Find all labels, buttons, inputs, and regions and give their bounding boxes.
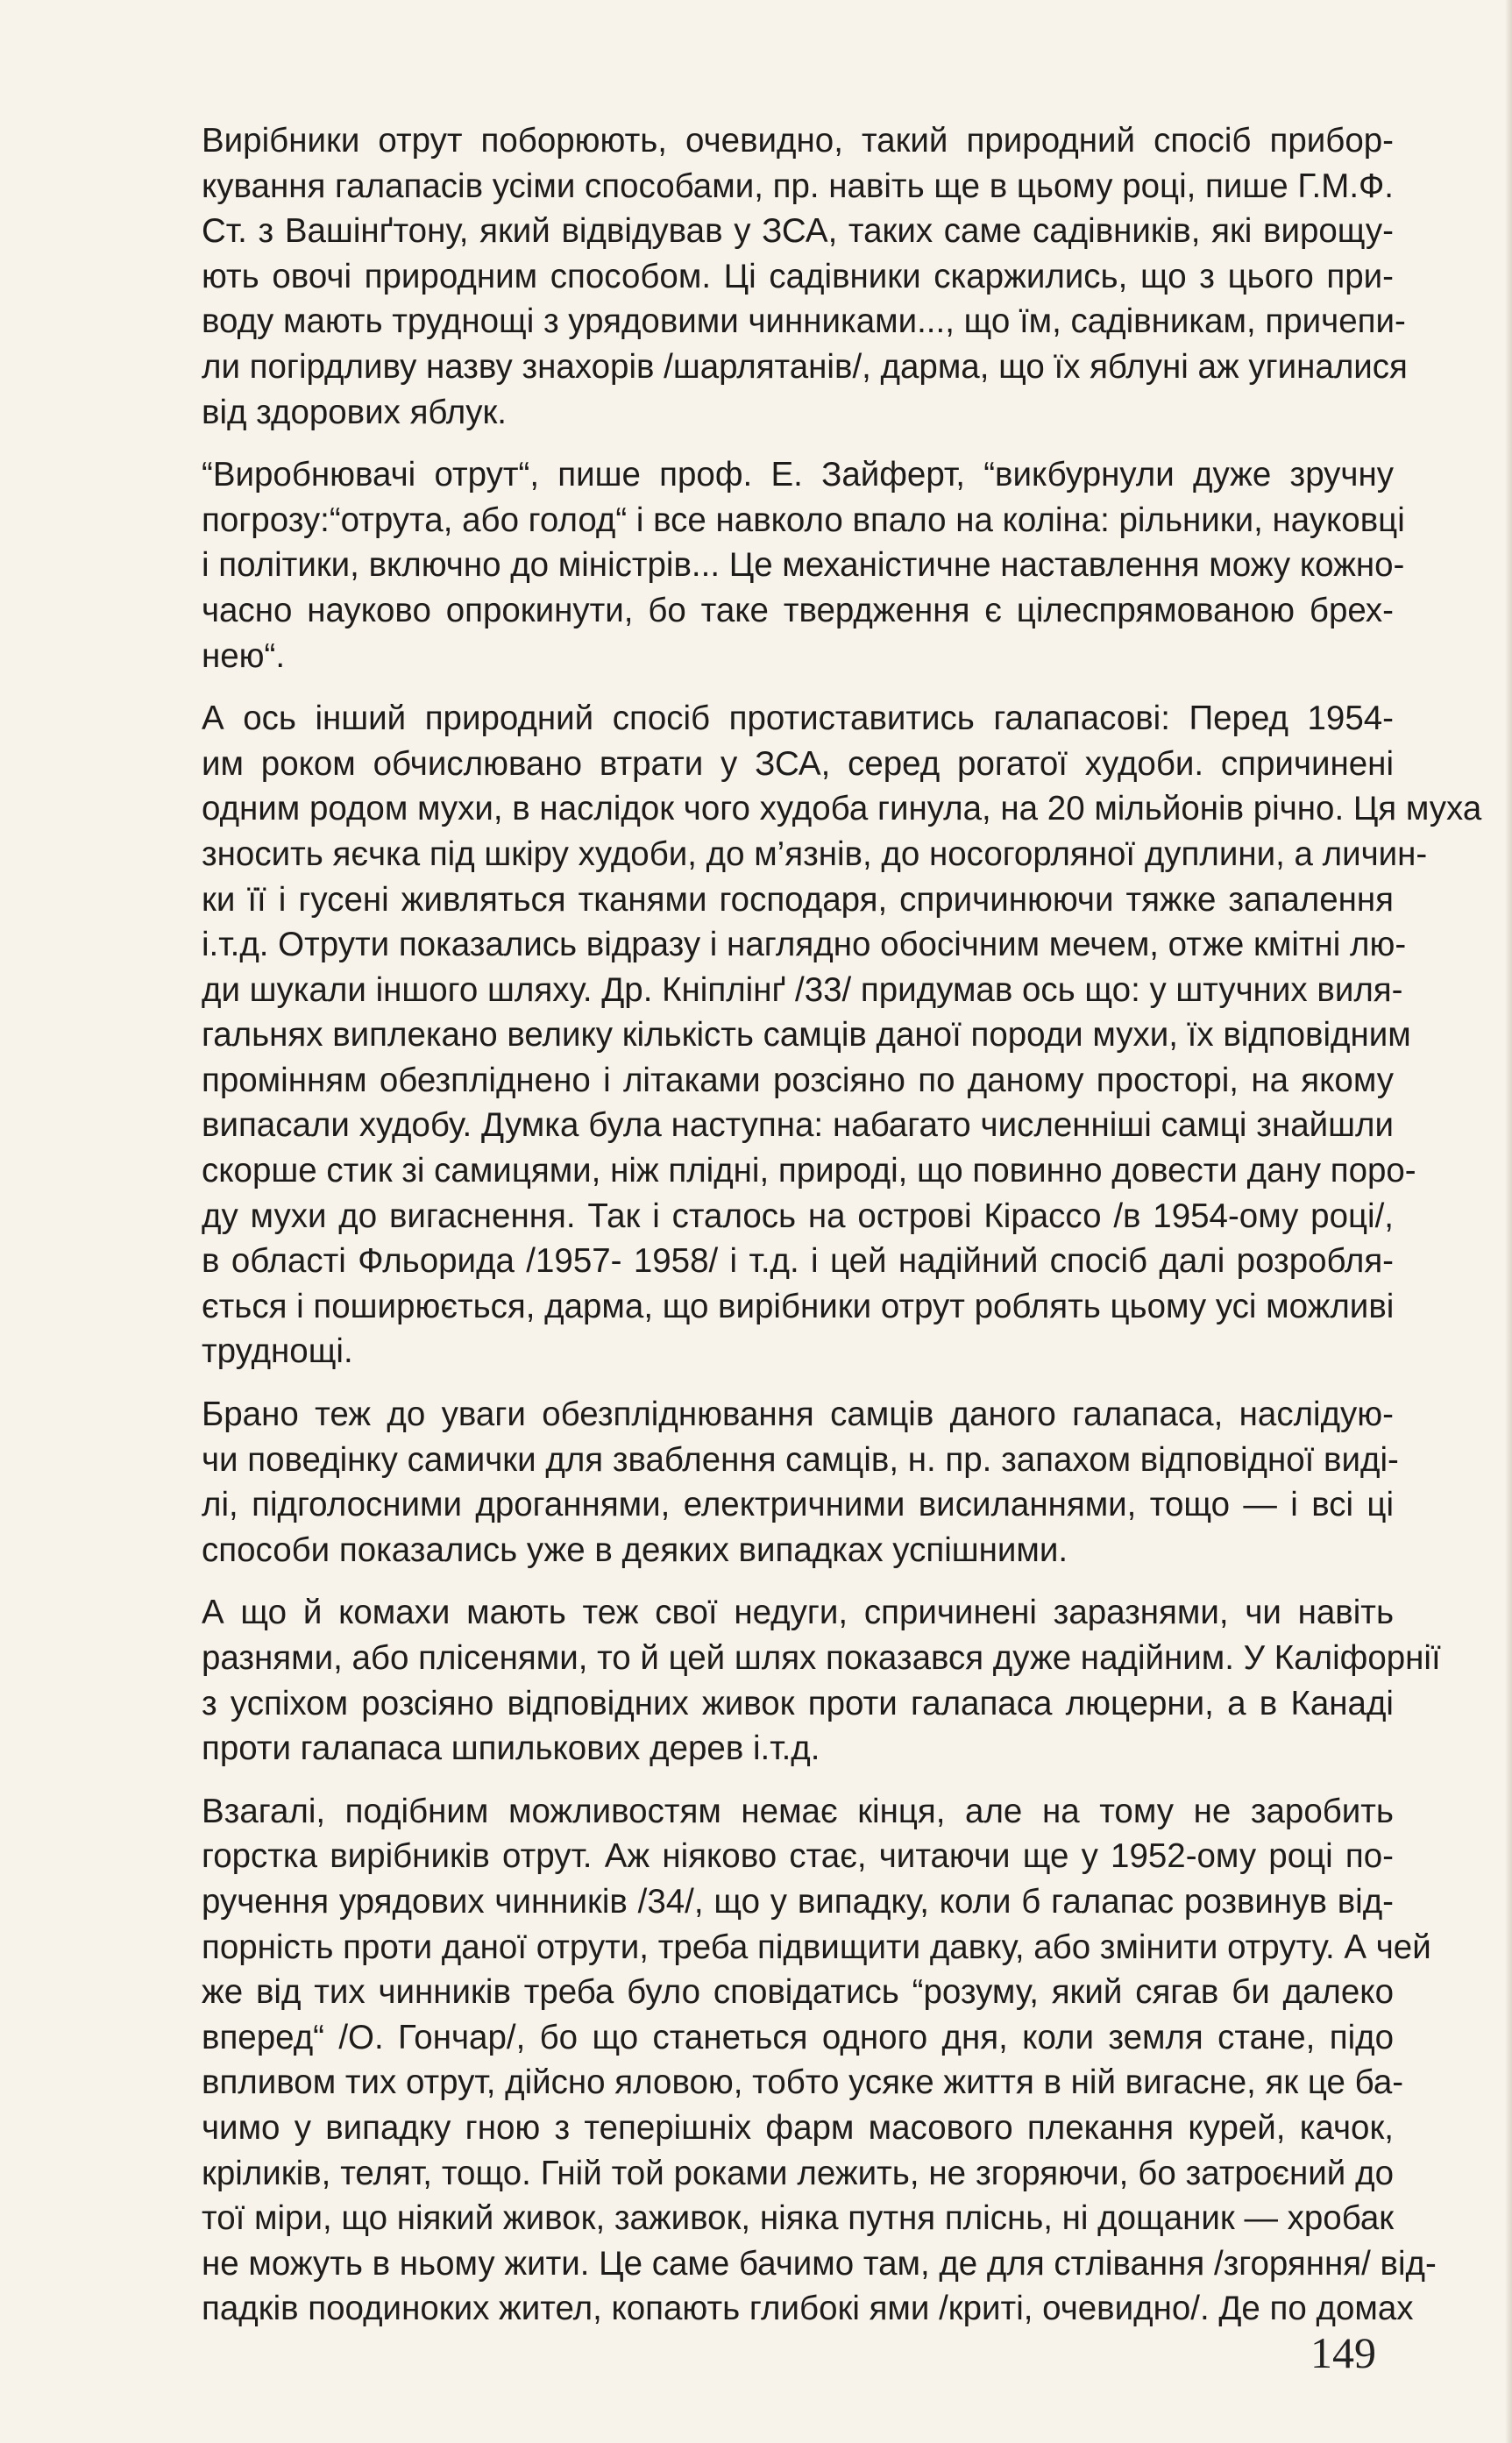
- text-line: разнями, або плісенями, то й цей шлях показався дуже надійним. У Каліфорнії: [202, 1639, 1441, 1677]
- text-line: кування галапасів усіми способами, пр. навіть ще в цьому році, пише Г.М.Ф.: [202, 167, 1394, 205]
- text-line: кріликів, телят, тощо. Гній той роками лежить, не згоряючи, бо затроєний до: [202, 2154, 1394, 2192]
- paragraph: [202, 1392, 1399, 1573]
- text-line: нею“.: [202, 636, 286, 675]
- text-line: порність проти даної отрути, треба підвищити давку, або змінити отруту. А чей: [202, 1928, 1431, 1966]
- text-line: ється і поширюється, дарма, що вирібники отрут роблять цьому усі можливі: [202, 1287, 1395, 1325]
- text-line: проти галапаса шпилькових дерев і.т.д.: [202, 1729, 820, 1768]
- text-line: труднощі.: [202, 1332, 353, 1371]
- text-line: падків поодиноких жител, копають глибокі ями /криті, очевидно/. Де по домах: [202, 2290, 1414, 2328]
- text-line: чи поведінку самички для зваблення самців, н. пр. запахом відповідної виді-: [202, 1440, 1399, 1479]
- text-line: Брано теж до уваги обезпліднювання самців даного галапаса, наслідую-: [202, 1395, 1394, 1434]
- text-line: випасали худобу. Думка була наступна: набагато численніші самці знайшли: [202, 1106, 1394, 1145]
- text-line: скорше стик зі самицями, ніж плідні, природі, що повинно довести дану поро-: [202, 1152, 1416, 1190]
- text-line: гальнях виплекано велику кількість самців даної породи мухи, їх відповідним: [202, 1016, 1411, 1055]
- text-line: ки її і гусені живляться тканями господаря, спричинюючи тяжке запалення: [202, 880, 1394, 919]
- paragraph: [202, 1590, 1441, 1771]
- paragraph: [202, 1789, 1437, 2332]
- text-line: погрозу:“отрута, або голод“ і все навколо впало на коліна: рільники, науковці: [202, 501, 1405, 539]
- text-line: воду мають труднощі з урядовими чинниками..., що їм, садівникам, причепи-: [202, 302, 1406, 341]
- paragraph: [202, 696, 1482, 1374]
- text-line: Вирібники отрут поборюють, очевидно, такий природний спосіб прибор-: [202, 122, 1394, 160]
- text-line: ди шукали іншого шляху. Др. Кніплінґ /33/ придумав ось що: у штучних виля-: [202, 970, 1403, 1009]
- text-line: від здорових яблук.: [202, 393, 508, 431]
- page-number: 149: [1310, 2328, 1376, 2377]
- text-line: не можуть в ньому жити. Це саме бачимо там, де для стлівання /згоряння/ від-: [202, 2244, 1437, 2283]
- text-line: ли погірдливу назву знахорів /шарлятанів/, дарма, що їх яблуні аж угиналися: [202, 347, 1408, 386]
- text-line: ручення урядових чинників /34/, що у випадку, коли б галапас розвинув від-: [202, 1882, 1394, 1921]
- text-line: одним родом мухи, в наслідок чого худоба гинула, на 20 мільйонів річно. Ця муха: [202, 790, 1482, 828]
- text-line: им роком обчислювано втрати у ЗСА, серед рогатої худоби. спричинені: [202, 744, 1394, 783]
- text-line: А що й комахи мають теж свої недуги, спричинені заразнями, чи навіть: [202, 1594, 1394, 1632]
- text-line: часно науково опрокинути, бо таке твердження є цілеспрямованою брех-: [202, 591, 1394, 629]
- text-line: способи показались уже в деяких випадках успішними.: [202, 1530, 1068, 1569]
- text-line: ду мухи до вигаснення. Так і сталось на острові Кірассо /в 1954-ому році/,: [202, 1197, 1394, 1235]
- text-line: вперед“ /О. Гончар/, бо що станеться одного дня, коли земля стане, підо: [202, 2018, 1394, 2056]
- text-line: промінням обезпліднено і літаками розсіяно по даному просторі, на якому: [202, 1061, 1394, 1099]
- text-line: ють овочі природним способом. Ці садівники скаржились, що з цього при-: [202, 257, 1394, 295]
- page-edge-shadow: [1505, 0, 1512, 2443]
- text-line: в області Фльорида /1957- 1958/ і т.д. і цей надійний спосіб далі розробля-: [202, 1242, 1394, 1281]
- text-line: з успіхом розсіяно відповідних живок проти галапаса люцерни, а в Канаді: [202, 1684, 1394, 1722]
- text-line: Взагалі, подібним можливостям немає кінця, але на тому не заробить: [202, 1792, 1394, 1830]
- text-line: же від тих чинників треба було сповідатись “розуму, який сягав би далеко: [202, 1973, 1394, 2012]
- paragraph: [202, 118, 1408, 435]
- text-line: і політики, включно до міністрів... Це механістичне наставлення можу кожно-: [202, 546, 1405, 585]
- paragraph: [202, 452, 1405, 678]
- text-line: “Виробнювачі отрут“, пише проф. Е. Зайферт, “викбурнули дуже зручну: [202, 456, 1394, 494]
- text-line: чимо у випадку гною з теперішніх фарм масового плекання курей, качок,: [202, 2108, 1394, 2147]
- text-line: лі, підголосними дроганнями, електричними висиланнями, тощо — і всі ці: [202, 1486, 1394, 1524]
- text-line: Ст. з Вашінґтону, який відвідував у ЗСА, таких саме садівників, які вирощу-: [202, 212, 1394, 251]
- text-line: горстка вирібників отрут. Аж ніяково стає, читаючи ще у 1952-ому році по-: [202, 1837, 1394, 1876]
- text-line: впливом тих отрут, дійсно яловою, тобто усяке життя в ній вигасне, як це ба-: [202, 2063, 1404, 2102]
- body-text: [202, 118, 1482, 2349]
- text-line: і.т.д. Отрути показались відразу і наглядно обосічним мечем, отже кмітні лю-: [202, 926, 1407, 964]
- text-line: А ось інший природний спосіб протиставитись галапасові: Перед 1954-: [202, 700, 1394, 738]
- text-line: зносить яєчка під шкіру худоби, до м’язнів, до носогорляної дуплини, а личин-: [202, 834, 1428, 873]
- text-line: тої міри, що ніякий живок, заживок, ніяка путня пліснь, ні дощаник — хробак: [202, 2199, 1395, 2238]
